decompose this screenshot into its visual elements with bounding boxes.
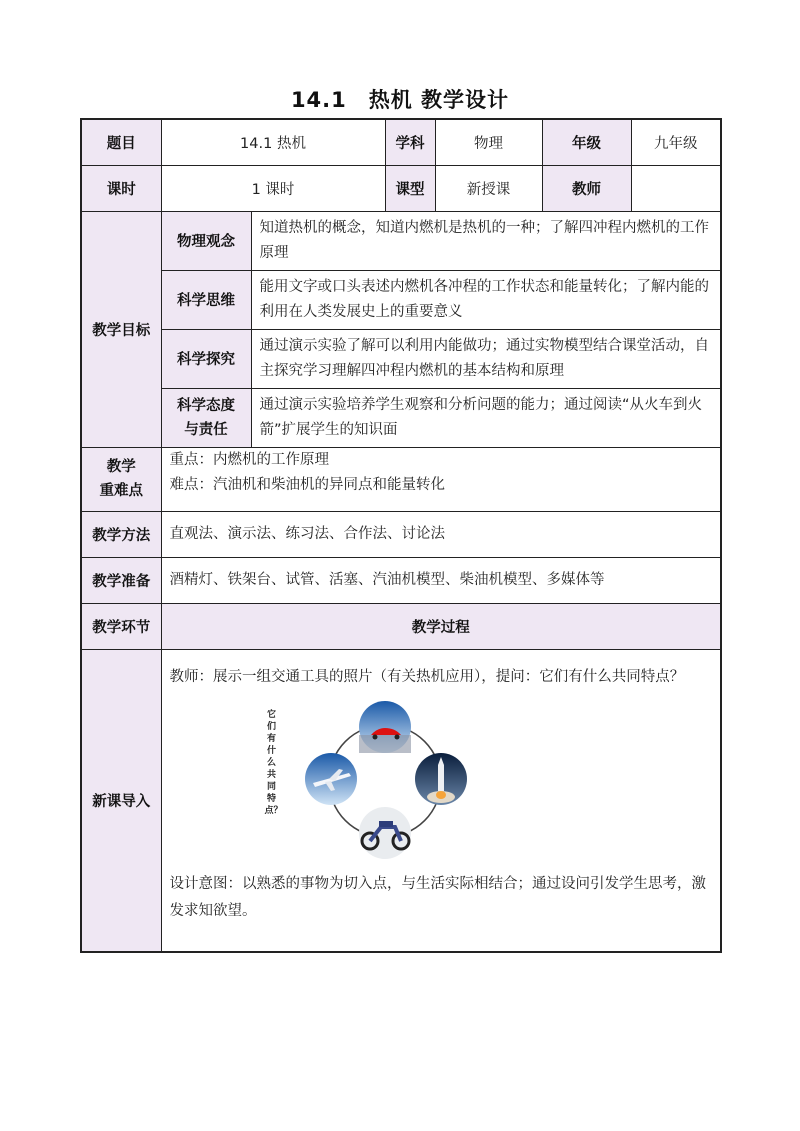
- prep-label: 教学准备: [81, 557, 161, 603]
- focus-text: 重点：内燃机的工作原理: [169, 451, 329, 468]
- difficulty-text: 难点：汽油机和柴油机的异同点和能量转化: [169, 476, 445, 493]
- intro-design-text: 设计意图：以熟悉的事物为切入点，与生活实际相结合；通过设问引发学生思考，激发求知欲望。: [169, 875, 706, 919]
- keypoints-label-line2: 重难点: [99, 483, 143, 499]
- discipline-label: 学科: [385, 119, 435, 165]
- goal-name: [161, 388, 251, 447]
- grade-value: 九年级: [631, 119, 721, 165]
- teacher-label: 教师: [542, 165, 631, 211]
- subject-value: 14.1 热机: [161, 119, 385, 165]
- goal-text: 能用文字或口头表述内燃机各冲程的工作状态和能量转化；了解内能的利用在人类发展史上的重要意义: [251, 270, 721, 329]
- goal-name-line1: 科学态度: [177, 397, 235, 414]
- goal-text: 知道热机的概念，知道内燃机是热机的一种；了解四冲程内燃机的工作原理: [251, 211, 721, 270]
- vehicles-figure: [265, 699, 505, 859]
- goal-name: 科学思维: [161, 270, 251, 329]
- intro-label: 新课导入: [81, 649, 161, 952]
- airplane-icon: [305, 753, 357, 805]
- prep-text: 酒精灯、铁架台、试管、活塞、汽油机模型、柴油机模型、多媒体等: [161, 557, 721, 603]
- methods-label: 教学方法: [81, 511, 161, 557]
- figure-caption: 它们有什么共同特点？: [264, 709, 283, 816]
- intro-teacher-text: 教师：展示一组交通工具的照片（有关热机应用），提问：它们有什么共同特点？: [169, 668, 685, 685]
- keypoints-label: [81, 447, 161, 511]
- goals-label: 教学目标: [81, 211, 161, 447]
- keypoints-cell: [161, 447, 721, 511]
- document-title: 14.1 热机 教学设计: [290, 88, 510, 112]
- teacher-value: [631, 165, 721, 211]
- intro-content: [161, 649, 721, 952]
- lesson-type-value: 新授课: [435, 165, 542, 211]
- motorcycle-icon: [359, 807, 411, 859]
- vehicles-diagram: [265, 699, 505, 859]
- lesson-plan-table: [80, 118, 722, 953]
- car-icon: [359, 701, 411, 753]
- discipline-value: 物理: [435, 119, 542, 165]
- subject-label: 题目: [81, 119, 161, 165]
- grade-label: 年级: [542, 119, 631, 165]
- keypoints-label-line1: 教学: [106, 459, 136, 475]
- methods-text: 直观法、演示法、练习法、合作法、讨论法: [161, 511, 721, 557]
- goal-text: 通过演示实验了解可以利用内能做功；通过实物模型结合课堂活动，自主探究学习理解四冲程内燃机的基本结构和原理: [251, 329, 721, 388]
- period-value: 1 课时: [161, 165, 385, 211]
- goal-name: 物理观念: [161, 211, 251, 270]
- process-header: 教学过程: [161, 603, 721, 649]
- goal-text: 通过演示实验培养学生观察和分析问题的能力；通过阅读“从火车到火箭”扩展学生的知识面: [251, 388, 721, 447]
- lesson-type-label: 课型: [385, 165, 435, 211]
- rocket-icon: [415, 753, 467, 805]
- goal-name: 科学探究: [161, 329, 251, 388]
- process-label: 教学环节: [81, 603, 161, 649]
- goal-name-line2: 与责任: [184, 421, 228, 438]
- period-label: 课时: [81, 165, 161, 211]
